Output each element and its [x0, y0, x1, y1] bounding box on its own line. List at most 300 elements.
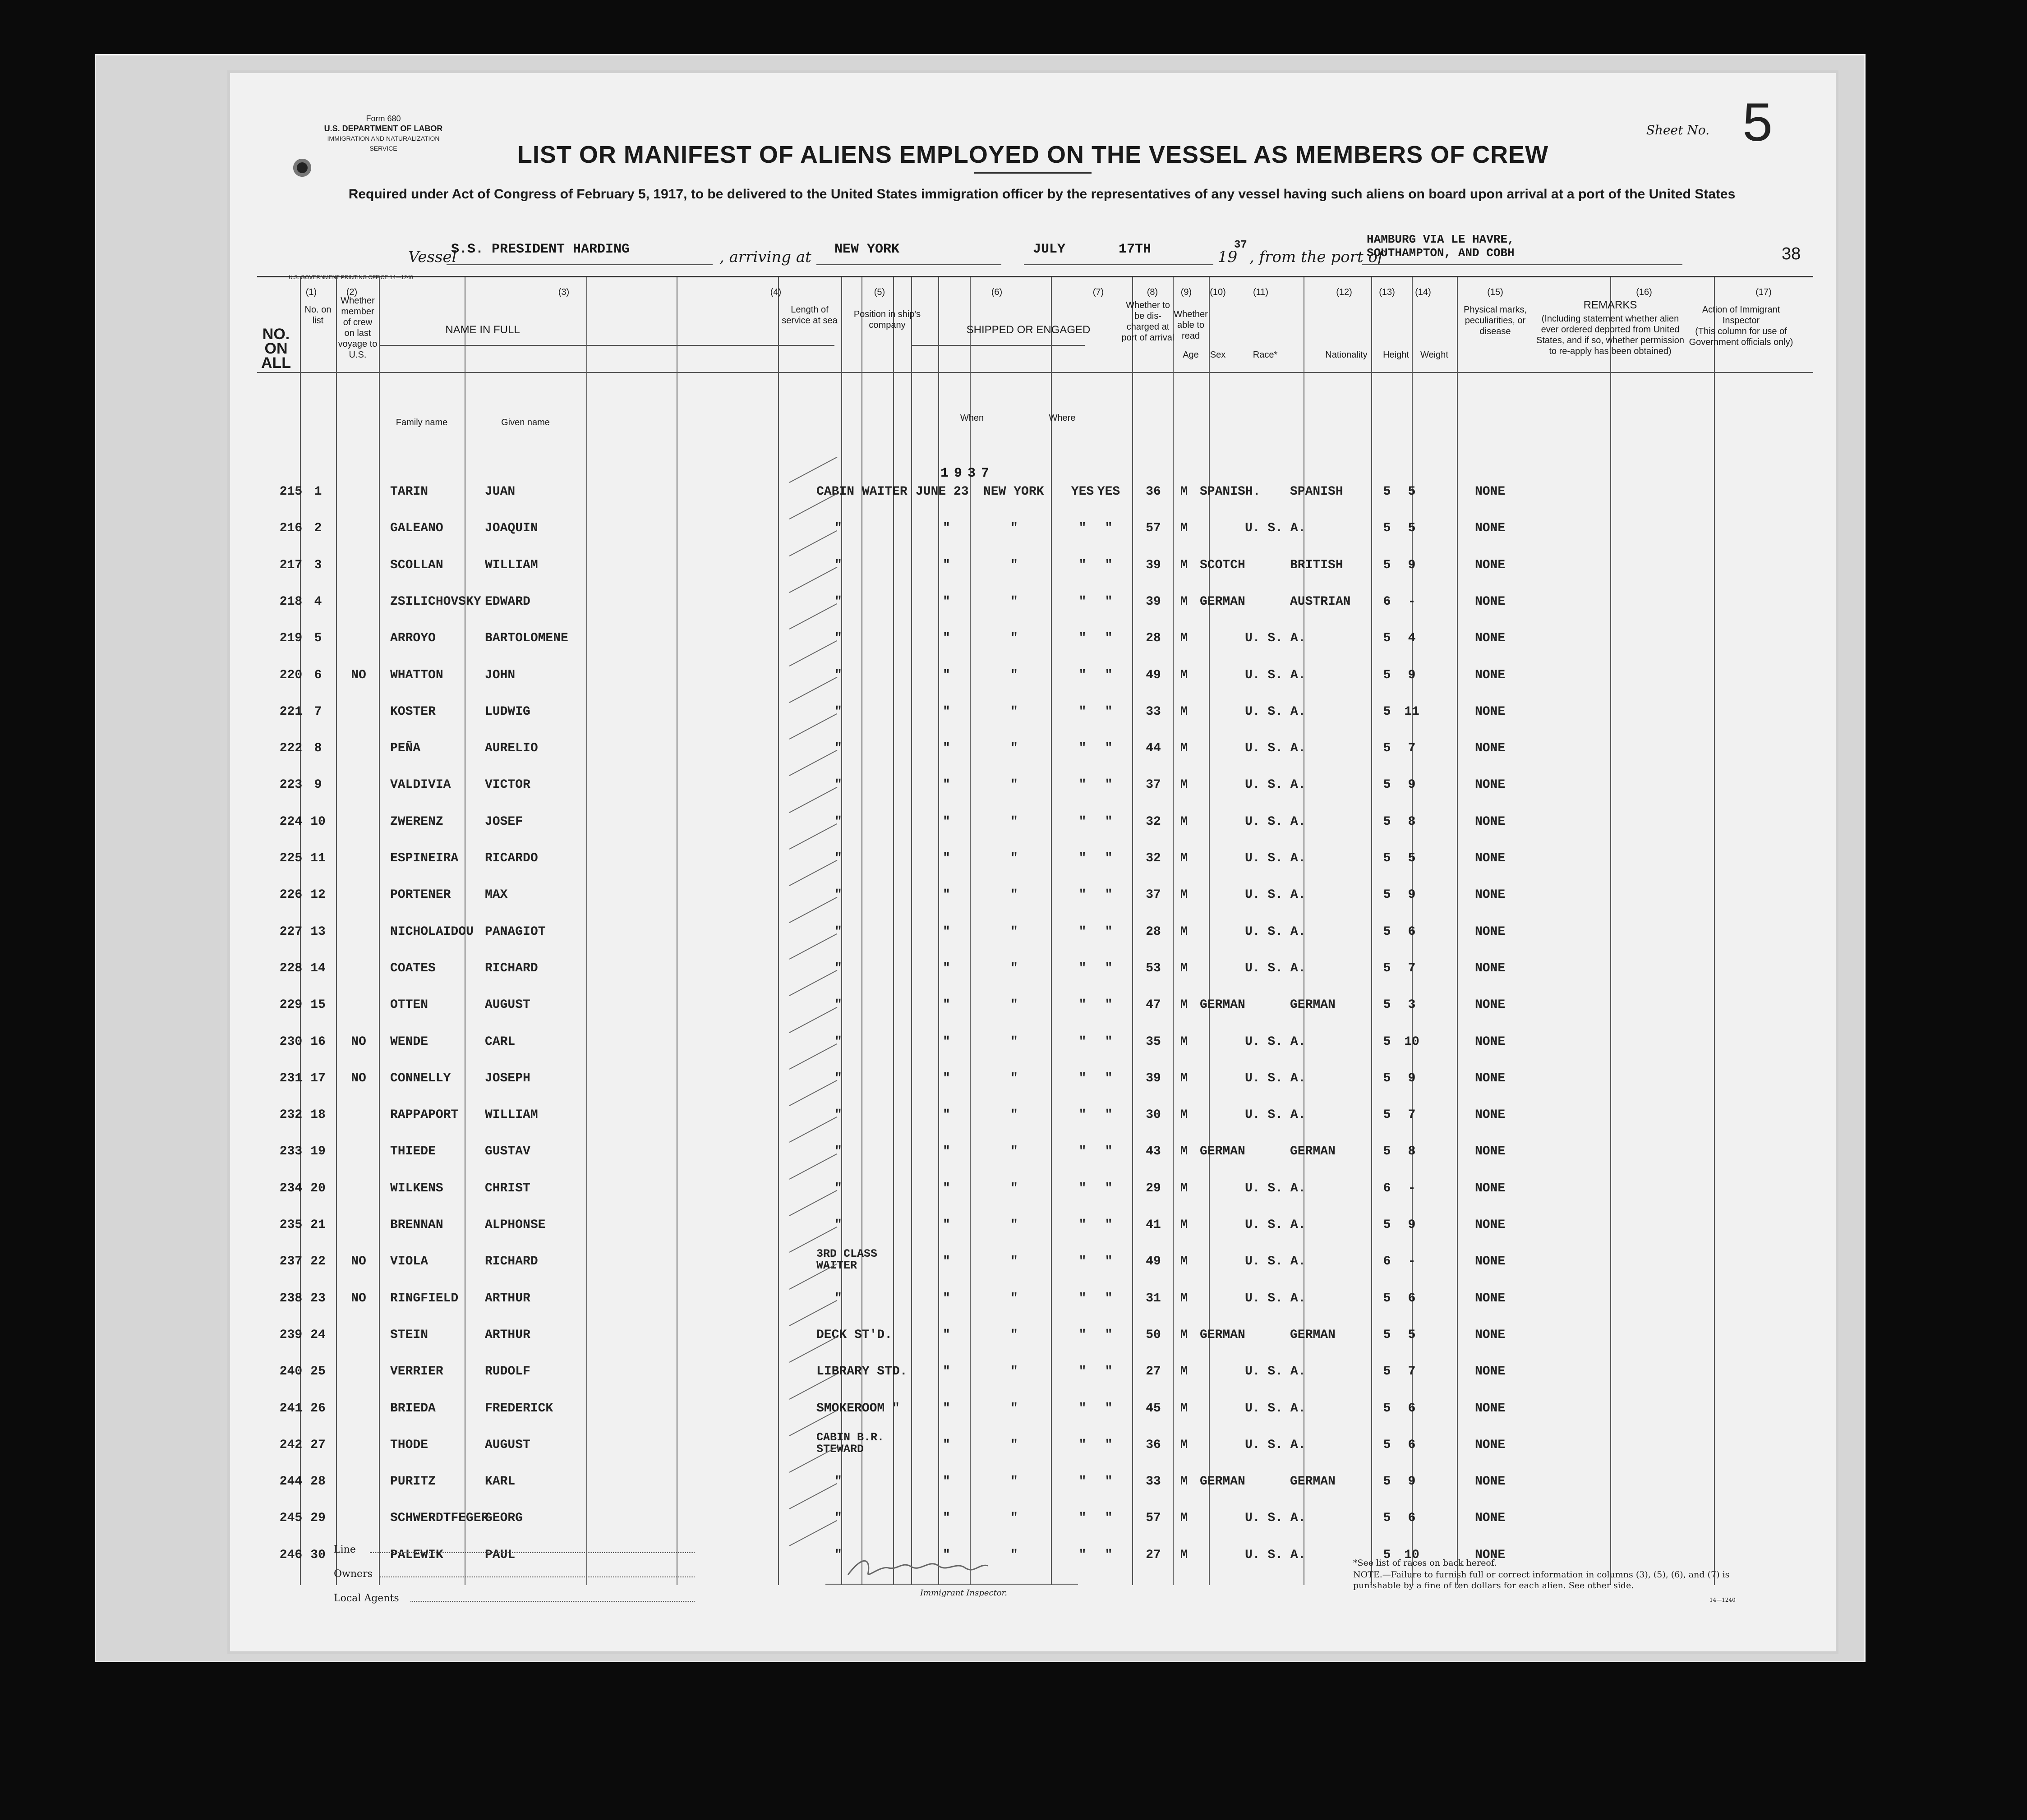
race-cell: U. S. A. — [1245, 1034, 1306, 1049]
physical-marks-cell: NONE — [1475, 1475, 1506, 1489]
age-cell: 53 — [1146, 961, 1161, 975]
physical-marks-cell: NONE — [1475, 1548, 1506, 1562]
column-number: (11) — [1253, 287, 1269, 297]
given-name-cell: AUGUST — [485, 1438, 530, 1452]
header-rule — [257, 372, 1813, 373]
sex-cell: M — [1180, 1328, 1188, 1342]
arriving-underline — [816, 264, 1001, 265]
no-on-all-cell: 219 — [279, 631, 303, 646]
physical-marks-cell: NONE — [1475, 961, 1506, 975]
where-cell: " — [1010, 1144, 1018, 1159]
able-to-read-cell: " — [1105, 1218, 1113, 1232]
table-row — [257, 1218, 1813, 1254]
sex-cell: M — [1180, 998, 1188, 1012]
physical-marks-cell: NONE — [1475, 558, 1506, 572]
table-row — [257, 558, 1813, 594]
height-cell: 5 — [1383, 521, 1391, 536]
weight-cell: 6 — [1408, 1511, 1416, 1526]
no-on-all-cell: 237 — [279, 1255, 303, 1269]
position-cell: " — [834, 631, 842, 646]
discharged-cell: " — [1078, 704, 1087, 719]
nationality-cell: BRITISH — [1290, 558, 1343, 572]
position-cell: " — [834, 521, 842, 536]
able-to-read-cell: " — [1105, 594, 1113, 609]
where-cell: " — [1010, 1401, 1018, 1416]
when-cell: " — [943, 1034, 950, 1049]
family-name-cell: THIEDE — [390, 1144, 436, 1159]
physical-marks-cell: NONE — [1475, 741, 1506, 756]
weight-cell: 3 — [1408, 998, 1416, 1012]
when-cell: " — [943, 741, 950, 756]
discharged-cell: " — [1078, 1291, 1087, 1305]
family-name-cell: OTTEN — [390, 998, 428, 1012]
side-number: 38 — [1782, 244, 1801, 263]
able-to-read-cell: " — [1105, 1438, 1113, 1452]
when-cell: " — [943, 998, 950, 1012]
sex-cell: M — [1180, 1438, 1188, 1452]
table-row — [257, 1328, 1813, 1364]
weight-cell: 7 — [1408, 1108, 1416, 1122]
given-name-cell: JOAQUIN — [485, 521, 538, 536]
table-row — [257, 998, 1813, 1034]
when-cell: " — [943, 558, 950, 572]
age-cell: 41 — [1146, 1218, 1161, 1232]
able-to-read-cell: " — [1105, 1071, 1113, 1085]
given-name-cell: JUAN — [485, 485, 516, 499]
given-name-cell: EDWARD — [485, 594, 530, 609]
height-cell: 6 — [1383, 1255, 1391, 1269]
given-name-cell: RICARDO — [485, 851, 538, 865]
family-name-cell: CONNELLY — [390, 1071, 451, 1085]
height-cell: 5 — [1383, 924, 1391, 939]
able-to-read-cell: " — [1105, 1401, 1113, 1416]
position-cell: " — [834, 558, 842, 572]
given-name-cell: LUDWIG — [485, 704, 530, 719]
able-to-read-cell: " — [1105, 1255, 1113, 1269]
weight-cell: 6 — [1408, 1291, 1416, 1305]
service-length-mark — [789, 457, 838, 483]
no-on-list-cell: 14 — [310, 961, 326, 975]
race-cell: GERMAN — [1200, 594, 1245, 609]
no-on-all-cell: 232 — [279, 1108, 303, 1122]
header-when: When — [960, 413, 984, 423]
physical-marks-cell: NONE — [1475, 1255, 1506, 1269]
header-age: Age — [1183, 350, 1199, 360]
no-on-all-cell: 220 — [279, 668, 303, 682]
department-name: U.S. DEPARTMENT OF LABOR — [324, 124, 443, 133]
weight-cell: 8 — [1408, 1144, 1416, 1159]
height-cell: 5 — [1383, 741, 1391, 756]
age-cell: 50 — [1146, 1328, 1161, 1342]
physical-marks-cell: NONE — [1475, 1218, 1506, 1232]
column-number: (13) — [1379, 287, 1395, 297]
when-cell: " — [943, 1181, 950, 1195]
able-to-read-cell: " — [1105, 668, 1113, 682]
table-row — [257, 741, 1813, 777]
able-to-read-cell: " — [1105, 1181, 1113, 1195]
height-cell: 5 — [1383, 1108, 1391, 1122]
when-cell: " — [943, 1218, 950, 1232]
arrival-month: JULY — [1033, 242, 1066, 257]
age-cell: 49 — [1146, 668, 1161, 682]
height-cell: 5 — [1383, 1144, 1391, 1159]
table-row — [257, 961, 1813, 997]
age-cell: 39 — [1146, 1071, 1161, 1085]
column-number: (15) — [1487, 287, 1503, 297]
vessel-name: S.S. PRESIDENT HARDING — [451, 242, 630, 257]
physical-marks-cell: NONE — [1475, 521, 1506, 536]
age-cell: 35 — [1146, 1034, 1161, 1049]
header-remarks-note: (Including statement whether alien ever ordered deported from United States, and if so, whether permission to re-apply has been obtained) — [1536, 314, 1684, 356]
header-shipped-engaged: SHIPPED OR ENGAGED — [966, 324, 1091, 336]
physical-marks-cell: NONE — [1475, 1438, 1506, 1452]
physical-marks-cell: NONE — [1475, 1511, 1506, 1526]
when-cell: " — [943, 1401, 950, 1416]
no-on-all-cell: 228 — [279, 961, 303, 975]
when-cell: " — [943, 521, 950, 536]
weight-cell: 5 — [1408, 851, 1416, 865]
able-to-read-cell: " — [1105, 704, 1113, 719]
table-row — [257, 778, 1813, 814]
race-cell: U. S. A. — [1245, 1071, 1306, 1085]
able-to-read-cell: " — [1105, 741, 1113, 756]
no-on-all-cell: 218 — [279, 594, 303, 609]
title-underline — [974, 172, 1092, 174]
inspector-label: Immigrant Inspector. — [920, 1588, 1008, 1598]
discharged-cell: " — [1078, 1511, 1087, 1526]
height-cell: 5 — [1383, 1511, 1391, 1526]
inspector-signature — [843, 1548, 992, 1584]
nationality-cell: SPANISH — [1290, 485, 1343, 499]
sex-cell: M — [1180, 1218, 1188, 1232]
column-number: (16) — [1636, 287, 1652, 297]
weight-cell: 10 — [1404, 1548, 1419, 1562]
position-cell: DECK ST'D. — [816, 1328, 893, 1342]
arriving-port: NEW YORK — [834, 242, 900, 257]
no-on-all-cell: 239 — [279, 1328, 303, 1342]
table-row — [257, 1144, 1813, 1181]
discharged-cell: " — [1078, 1255, 1087, 1269]
physical-marks-cell: NONE — [1475, 1108, 1506, 1122]
discharged-cell: " — [1078, 594, 1087, 609]
height-cell: 5 — [1383, 1438, 1391, 1452]
race-cell: U. S. A. — [1245, 1291, 1306, 1305]
sex-cell: M — [1180, 961, 1188, 975]
age-cell: 39 — [1146, 594, 1161, 609]
position-cell: " — [834, 888, 842, 902]
race-cell: U. S. A. — [1245, 961, 1306, 975]
year-suffix: 37 — [1234, 239, 1247, 251]
where-cell: " — [1010, 1328, 1018, 1342]
race-cell: U. S. A. — [1245, 631, 1306, 646]
weight-cell: 5 — [1408, 485, 1416, 499]
height-cell: 5 — [1383, 1365, 1391, 1379]
vessel-underline — [447, 264, 713, 265]
column-number: (1) — [305, 287, 317, 297]
physical-marks-cell: NONE — [1475, 485, 1506, 499]
vessel-line — [230, 233, 1836, 271]
crew-table — [257, 276, 1813, 1585]
header-height: Height — [1383, 350, 1409, 360]
discharged-cell: YES — [1071, 485, 1094, 499]
table-row — [257, 1511, 1813, 1547]
where-cell: " — [1010, 998, 1018, 1012]
given-name-cell: RICHARD — [485, 961, 538, 975]
header-crew-last-voyage: Whether member of crew on last voyage to U.S. — [338, 296, 378, 360]
no-on-all-cell: 216 — [279, 521, 303, 536]
race-cell: U. S. A. — [1245, 704, 1306, 719]
table-row — [257, 851, 1813, 887]
header-given-name: Given name — [501, 418, 550, 427]
where-cell: " — [1010, 1255, 1018, 1269]
able-to-read-cell: " — [1105, 888, 1113, 902]
no-on-list-cell: 9 — [314, 778, 322, 792]
table-row — [257, 521, 1813, 557]
given-name-cell: ALPHONSE — [485, 1218, 546, 1232]
family-name-cell: COATES — [390, 961, 436, 975]
header-rule — [379, 345, 834, 346]
weight-cell: 8 — [1408, 814, 1416, 829]
header-family-name: Family name — [396, 418, 448, 427]
family-name-cell: PALEWIK — [390, 1548, 443, 1562]
age-cell: 37 — [1146, 778, 1161, 792]
position-cell: " — [834, 668, 842, 682]
family-name-cell: WILKENS — [390, 1181, 443, 1195]
discharged-cell: " — [1078, 851, 1087, 865]
race-cell: U. S. A. — [1245, 1548, 1306, 1562]
family-name-cell: ARROYO — [390, 631, 436, 646]
local-agents-rule — [410, 1601, 695, 1602]
column-number: (3) — [558, 287, 570, 297]
weight-cell: - — [1408, 1181, 1416, 1195]
weight-cell: 4 — [1408, 631, 1416, 646]
table-row — [257, 1402, 1813, 1438]
where-cell: " — [1010, 668, 1018, 682]
table-row — [257, 595, 1813, 631]
no-on-list-cell: 16 — [310, 1034, 326, 1049]
position-cell: CABIN B.R. STEWARD — [816, 1430, 885, 1456]
when-cell: " — [943, 594, 950, 609]
no-on-list-cell: 1 — [314, 485, 322, 499]
height-cell: 5 — [1383, 485, 1391, 499]
no-on-list-cell: 6 — [314, 668, 322, 682]
race-cell: U. S. A. — [1245, 888, 1306, 902]
age-cell: 27 — [1146, 1548, 1161, 1562]
able-to-read-cell: " — [1105, 961, 1113, 975]
height-cell: 6 — [1383, 594, 1391, 609]
height-cell: 5 — [1383, 1218, 1391, 1232]
no-on-list-cell: 28 — [310, 1475, 326, 1489]
sex-cell: M — [1180, 1511, 1188, 1526]
able-to-read-cell: " — [1105, 521, 1113, 536]
sex-cell: M — [1180, 814, 1188, 829]
able-to-read-cell: " — [1105, 1511, 1113, 1526]
given-name-cell: GUSTAV — [485, 1144, 530, 1159]
no-on-all-cell: 240 — [279, 1365, 303, 1379]
no-on-list-cell: 4 — [314, 594, 322, 609]
family-name-cell: WHATTON — [390, 668, 443, 682]
where-cell: " — [1010, 814, 1018, 829]
able-to-read-cell: YES — [1097, 485, 1120, 499]
line-label: Line — [334, 1544, 356, 1555]
discharged-cell: " — [1078, 521, 1087, 536]
sex-cell: M — [1180, 924, 1188, 939]
column-number: (6) — [991, 287, 1003, 297]
when-cell: " — [943, 961, 950, 975]
height-cell: 5 — [1383, 631, 1391, 646]
age-cell: 36 — [1146, 1438, 1161, 1452]
when-cell: " — [943, 778, 950, 792]
family-name-cell: BRIEDA — [390, 1401, 436, 1416]
owners-rule — [379, 1576, 695, 1577]
where-cell: " — [1010, 1548, 1018, 1562]
where-cell: " — [1010, 1181, 1018, 1195]
year-stamp: 1937 — [940, 466, 995, 481]
arriving-label: , arriving at — [719, 248, 811, 266]
age-cell: 33 — [1146, 704, 1161, 719]
race-cell: GERMAN — [1200, 998, 1245, 1012]
discharged-cell: " — [1078, 1401, 1087, 1416]
age-cell: 57 — [1146, 521, 1161, 536]
table-row — [257, 1365, 1813, 1401]
where-cell: " — [1010, 558, 1018, 572]
discharged-cell: " — [1078, 814, 1087, 829]
when-cell: " — [943, 1365, 950, 1379]
where-cell: " — [1010, 961, 1018, 975]
column-number: (17) — [1755, 287, 1772, 297]
discharged-cell: " — [1078, 1548, 1087, 1562]
printing-office-note: U.S. GOVERNMENT PRINTING OFFICE 14—1240 — [289, 274, 413, 280]
header-remarks: REMARKS — [1583, 299, 1637, 311]
race-cell: GERMAN — [1200, 1144, 1245, 1159]
able-to-read-cell: " — [1105, 1328, 1113, 1342]
where-cell: " — [1010, 1034, 1018, 1049]
physical-marks-cell: NONE — [1475, 778, 1506, 792]
column-number: (5) — [874, 287, 885, 297]
age-cell: 49 — [1146, 1255, 1161, 1269]
no-on-list-cell: 17 — [310, 1071, 326, 1085]
given-name-cell: RICHARD — [485, 1255, 538, 1269]
position-cell: " — [834, 1071, 842, 1085]
given-name-cell: JOHN — [485, 668, 516, 682]
race-cell: SPANISH. — [1200, 485, 1261, 499]
where-cell: " — [1010, 1291, 1018, 1305]
age-cell: 37 — [1146, 888, 1161, 902]
header-length-of-service: Length of service at sea — [782, 305, 838, 326]
table-row — [257, 888, 1813, 924]
no-on-all-cell: 223 — [279, 778, 303, 792]
table-row — [257, 631, 1813, 667]
weight-cell: 7 — [1408, 741, 1416, 756]
position-cell: 3RD CLASS WAITER — [816, 1247, 878, 1273]
header-name-in-full: NAME IN FULL — [445, 324, 520, 336]
no-on-all-cell: 226 — [279, 888, 303, 902]
weight-cell: 5 — [1408, 521, 1416, 536]
crew-voyage-cell: NO — [351, 1034, 366, 1049]
discharged-cell: " — [1078, 741, 1087, 756]
arrival-day: 17TH — [1119, 242, 1152, 257]
no-on-list-cell: 26 — [310, 1401, 326, 1416]
where-cell: " — [1010, 1218, 1018, 1232]
table-row — [257, 1430, 1813, 1474]
given-name-cell: ARTHUR — [485, 1291, 530, 1305]
discharged-cell: " — [1078, 1365, 1087, 1379]
weight-cell: 9 — [1408, 558, 1416, 572]
sex-cell: M — [1180, 668, 1188, 682]
no-on-all-cell: 244 — [279, 1475, 303, 1489]
race-cell: U. S. A. — [1245, 1511, 1306, 1526]
family-name-cell: SCOLLAN — [390, 558, 443, 572]
where-cell: " — [1010, 924, 1018, 939]
line-rule — [370, 1552, 695, 1553]
when-cell: " — [943, 1108, 950, 1122]
physical-marks-cell: NONE — [1475, 1034, 1506, 1049]
nationality-cell: GERMAN — [1290, 998, 1336, 1012]
table-row — [257, 815, 1813, 851]
table-row — [257, 1247, 1813, 1291]
weight-cell: 9 — [1408, 778, 1416, 792]
weight-cell: 9 — [1408, 1475, 1416, 1489]
able-to-read-cell: " — [1105, 778, 1113, 792]
when-cell: " — [943, 851, 950, 865]
age-cell: 32 — [1146, 851, 1161, 865]
column-number: (2) — [346, 287, 358, 297]
discharged-cell: " — [1078, 1475, 1087, 1489]
where-cell: " — [1010, 851, 1018, 865]
where-cell: " — [1010, 521, 1018, 536]
age-cell: 45 — [1146, 1401, 1161, 1416]
position-cell: " — [834, 778, 842, 792]
height-cell: 5 — [1383, 558, 1391, 572]
position-cell: " — [834, 594, 842, 609]
table-row — [257, 1035, 1813, 1071]
given-name-cell: VICTOR — [485, 778, 530, 792]
weight-cell: 10 — [1404, 1034, 1419, 1049]
discharged-cell: " — [1078, 1218, 1087, 1232]
given-name-cell: PAUL — [485, 1548, 516, 1562]
table-row — [257, 485, 1813, 521]
position-cell: " — [834, 998, 842, 1012]
able-to-read-cell: " — [1105, 851, 1113, 865]
family-name-cell: PORTENER — [390, 888, 451, 902]
sex-cell: M — [1180, 704, 1188, 719]
no-on-all-cell: 221 — [279, 704, 303, 719]
weight-cell: 6 — [1408, 1401, 1416, 1416]
age-cell: 27 — [1146, 1365, 1161, 1379]
no-on-all-cell: 231 — [279, 1071, 303, 1085]
table-row — [257, 925, 1813, 961]
sex-cell: M — [1180, 1071, 1188, 1085]
page-title: LIST OR MANIFEST OF ALIENS EMPLOYED ON THE VESSEL AS MEMBERS OF CREW — [517, 141, 1549, 168]
discharged-cell: " — [1078, 1438, 1087, 1452]
table-row — [257, 1108, 1813, 1144]
when-cell: " — [943, 814, 950, 829]
discharged-cell: " — [1078, 631, 1087, 646]
table-row — [257, 1291, 1813, 1328]
sex-cell: M — [1180, 1548, 1188, 1562]
sex-cell: M — [1180, 558, 1188, 572]
table-row — [257, 705, 1813, 741]
able-to-read-cell: " — [1105, 631, 1113, 646]
when-cell: " — [943, 1144, 950, 1159]
race-cell: GERMAN — [1200, 1475, 1245, 1489]
able-to-read-cell: " — [1105, 1108, 1113, 1122]
no-on-list-cell: 8 — [314, 741, 322, 756]
family-name-cell: VALDIVIA — [390, 778, 451, 792]
physical-marks-cell: NONE — [1475, 668, 1506, 682]
table-row — [257, 1071, 1813, 1108]
where-cell: " — [1010, 1365, 1018, 1379]
